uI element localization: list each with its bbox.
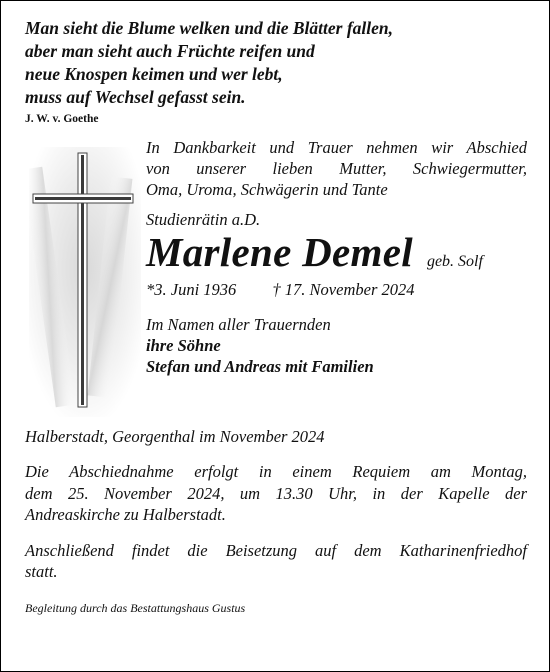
farewell-paragraph — [25, 461, 527, 526]
poem-author: J. W. v. Goethe — [25, 113, 99, 125]
poem-line-1: Man sieht die Blume welken und die Blätter fallen, — [25, 18, 394, 38]
poem-quote — [25, 17, 527, 109]
birth-date: *3. Juni 1936 — [146, 280, 237, 299]
deceased-birth-name: geb. Solf — [426, 253, 483, 270]
mourners-intro: Im Namen aller Trauernden — [146, 315, 331, 334]
deceased-name: Marlene Demel — [146, 229, 413, 275]
intro-line-3: Oma, Uroma, Schwägerin und Tante — [146, 180, 388, 199]
intro-text — [146, 137, 527, 200]
deceased-title: Studienrätin a.D. — [146, 210, 261, 229]
poem-line-2: aber man sieht auch Früchte reifen und — [25, 41, 315, 61]
mourners-families: Stefan und Andreas mit Familien — [146, 357, 374, 376]
announcement-column — [146, 137, 527, 377]
cross-icon — [29, 147, 141, 417]
death-date: † 17. November 2024 — [272, 280, 415, 299]
deceased-name-row — [146, 228, 527, 276]
poem-line-4: muss auf Wechsel gefasst sein. — [25, 87, 246, 107]
life-dates — [146, 280, 527, 300]
farewell-line-3: Andreaskirche zu Halberstadt. — [25, 505, 226, 524]
burial-paragraph — [25, 540, 527, 583]
mourners-sons: ihre Söhne — [146, 336, 221, 355]
farewell-line-2: dem 25. November 2024, um 13.30 Uhr, in der Kapelle der — [25, 483, 527, 503]
main-section — [25, 135, 527, 421]
poem-line-3: neue Knospen keimen und wer lebt, — [25, 64, 283, 84]
intro-line-2: von unserer lieben Mutter, Schwiegermutter, — [146, 159, 527, 178]
burial-line-1: Anschließend findet die Beisetzung auf dem Katharinenfriedhof — [25, 540, 527, 560]
undertaker-credit: Begleitung durch das Bestattungshaus Gustus — [25, 600, 246, 615]
burial-line-2: statt. — [25, 562, 58, 581]
mourners-block — [146, 314, 527, 377]
intro-line-1: In Dankbarkeit und Trauer nehmen wir Abschied — [146, 138, 527, 157]
farewell-line-1: Die Abschiednahme erfolgt in einem Requiem am Montag, — [25, 462, 527, 481]
place-date: Halberstadt, Georgenthal im November 2024 — [25, 427, 325, 446]
